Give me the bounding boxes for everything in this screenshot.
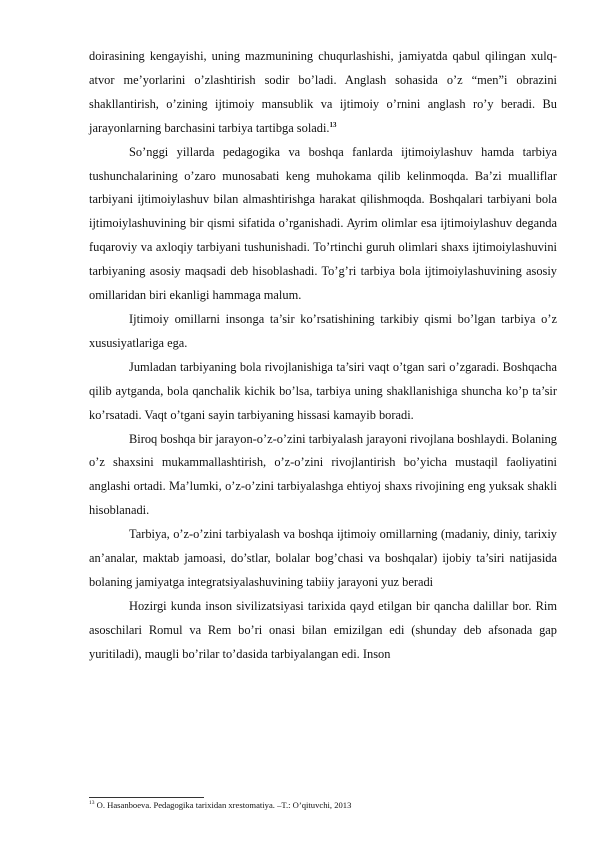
- paragraph-5: Biroq boshqa bir jarayon-o’z-o’zini tarbiyalash jarayoni rivojlana boshlaydi. Bolaning o’z shaxsini mukammallashtirish, o’z-o’zini rivojlantirish bo’yicha mustaqil faoliyatini anglashi ortadi. Ma’lumki, o’z-o’zini tarbiyalashga ehtiyoj shaxs rivojining eng yuksak shakli hisoblanadi.: [89, 431, 557, 518]
- paragraph-1: [89, 45, 557, 141]
- footnote-text: O. Hasanboeva. Pedagogika tarixidan xrestomatiya. –T.: O’qituvchi, 2013: [96, 800, 352, 810]
- footnote: [89, 799, 557, 811]
- paragraph-2: So’nggi yillarda pedagogika va boshqa fanlarda ijtimoiylashuv hamda tarbiya tushunchalarining o’zaro munosabati keng muhokama qilib kelinmoqda. Ba’zi mualliflar tarbiyani ijtimoiylashuv bilan almashtirishga harakat qilishmoqda. Boshqalari tarbiyani bola ijtimoiylashuvining bir qismi sifatida o’rganishadi. Ayrim olimlar esa ijtimoiylashuv deganda fuqaroviy va axloqiy tarbiyani tushunishadi. To’rtinchi guruh olimlari shaxs ijtimoiylashuvini tarbiyaning asosiy maqsadi deb hisoblashadi. To’g’ri tarbiya bola ijtimoiylashuvining asosiy omillaridan biri ekanligi hammaga malum.: [89, 144, 557, 303]
- footnote-reference[interactable]: 13: [329, 120, 337, 129]
- paragraph-3: Ijtimoiy omillarni insonga ta’sir ko’rsatishining tarkibiy qismi bo’lgan tarbiya o’z xususiyatlariga ega.: [89, 311, 557, 350]
- footnote-number: 13: [89, 800, 95, 807]
- body-text: [89, 45, 557, 667]
- paragraph-4: Jumladan tarbiyaning bola rivojlanishiga ta’siri vaqt o’tgan sari o’zgaradi. Boshqacha qilib aytganda, bola qanchalik kichik bo’lsa, tarbiya uning shakllanishiga shuncha ko’p ta’sir ko’rsatadi. Vaqt o’tgani sayin tarbiyaning hissasi kamayib boradi.: [89, 359, 557, 422]
- paragraph-6: Tarbiya, o’z-o’zini tarbiyalash va boshqa ijtimoiy omillarning (madaniy, diniy, tarixiy an’analar, maktab jamoasi, do’stlar, bolalar bog’chasi va boshqalar) ijobiy ta’siri natijasida bolaning jamiyatga integratsiyalashuvining tabiiy jarayoni yuz beradi: [89, 527, 557, 589]
- paragraph-1-text: doirasining kengayishi, uning mazmunining chuqurlashishi, jamiyatda qabul qilingan xulq-atvor me’yorlarini o’zlashtirish sodir bo’ladi. Anglash sohasida o’z “men”i obrazini shakllantirish, o’zining ijtimoiy mansublik va ijtimoiy o’rnini anglash ro’y beradi. Bu jarayonlarning barchasini tarbiya tartibga soladi.: [89, 49, 557, 135]
- footnote-divider: [89, 797, 204, 798]
- paragraph-7: Hozirgi kunda inson sivilizatsiyasi tarixida qayd etilgan bir qancha dalillar bor. Rim asoschilari Romul va Rem bo’ri onasi bilan emizilgan edi (shunday deb afsonada gap yuritiladi), maugli bo’rilar to’dasida tarbiyalangan edi. Inson: [89, 598, 557, 661]
